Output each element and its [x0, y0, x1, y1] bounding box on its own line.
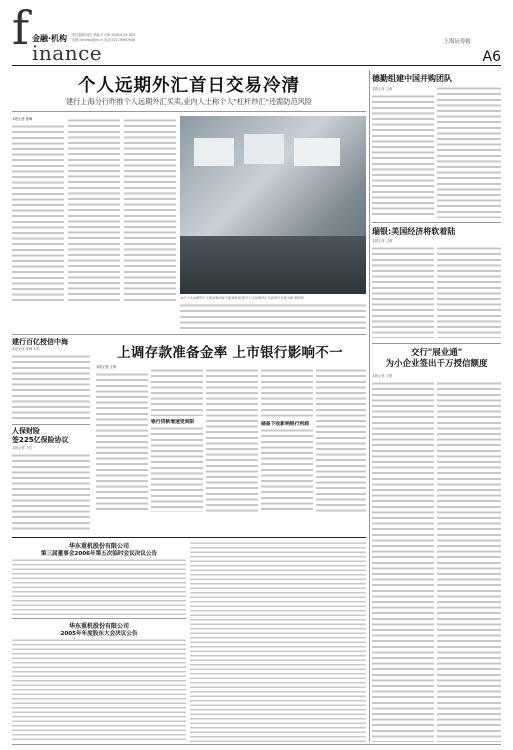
notice1-title: 第三届董事会2006年第五次临时会议决议公告	[40, 551, 158, 557]
masthead-section: 金融·机构	[32, 34, 68, 43]
page-number: A6	[482, 49, 501, 65]
side2-byline: 本报记者 卢佳	[12, 446, 33, 450]
side1-byline: 本报记者 夏峰 朱绍	[12, 347, 40, 351]
photo-counter	[180, 236, 366, 294]
lead-column-1	[12, 124, 64, 304]
side-divider	[12, 424, 90, 425]
feature-col-4	[261, 368, 313, 418]
right-column-divider	[369, 70, 370, 742]
masthead-big-letter: f	[12, 1, 30, 55]
side1-body	[12, 354, 90, 422]
lead-column-3	[124, 118, 176, 200]
feature-col-2	[151, 368, 203, 416]
feature-col-2b	[151, 426, 203, 512]
lead-subhead: 建行上海分行昨推个人远期外汇买卖,业内人士称个人"杠杆炒汇"还需防范风险	[65, 97, 313, 106]
notice-right-body	[190, 541, 366, 742]
lead-photo-caption: 由于个人远期外汇买卖业务尚处于起步阶段,建行个人远期外汇买卖首日交易冷清 资料图	[180, 296, 304, 300]
photo-screen-2	[244, 134, 284, 164]
right1-headline: 德勤组建中国并购团队	[372, 74, 452, 83]
right3-headline: 交行"展业通" 为小企业签出千万授信额度	[385, 348, 488, 369]
lead-lower-columns	[180, 303, 366, 329]
right1-body-b	[437, 86, 501, 218]
notice1-company: 华东重机股份有限公司	[68, 543, 129, 550]
lead-bottom-rule	[12, 334, 366, 335]
right2-body-a	[372, 246, 434, 338]
right3-body-b	[437, 381, 501, 742]
feature-col-4b	[261, 428, 313, 512]
feature-headline: 上调存款准备金率 上市银行影响不一	[117, 345, 343, 361]
notice1-body	[12, 558, 186, 616]
right-divider-2	[372, 343, 501, 344]
masthead-logo: 上海证券报	[443, 39, 471, 45]
lead-byline: 本报记者 夏峰	[12, 117, 33, 121]
right2-body-b	[437, 246, 501, 338]
right2-headline: 瑞银:美国经济将软着陆	[372, 227, 456, 236]
notices-top-rule	[12, 537, 366, 538]
lead-column-2	[68, 118, 120, 304]
side1-headline: 建行百亿授信中海	[12, 338, 68, 346]
notice2-company: 华东重机股份有限公司	[68, 623, 129, 630]
masthead-email: 电邮:fcjnews@ce.cn 电话:021-38967648	[72, 38, 136, 42]
right3-body-a	[372, 381, 434, 742]
right1-byline: 本报记者 卫康	[372, 87, 393, 91]
feature-col-5	[316, 368, 366, 512]
right1-body-a	[372, 94, 434, 218]
side2-body	[12, 453, 90, 533]
right2-byline: 本报记者 卫康	[372, 239, 393, 243]
feature-col-1	[96, 372, 148, 512]
lead-photo	[180, 116, 366, 294]
masthead-rule	[12, 65, 501, 66]
lead-sub-rule	[12, 111, 366, 112]
side2-headline: 人保财险 签225亿保险协议	[12, 427, 69, 444]
feature-col-3	[206, 368, 258, 512]
masthead-word: inance	[32, 41, 103, 65]
notice2-title: 2005年年度股东大会决议公告	[60, 631, 138, 637]
right-divider-1	[372, 222, 501, 223]
feature-subhead-1: 银行贷款增速受到限	[151, 420, 195, 425]
photo-screen-3	[294, 138, 340, 166]
photo-screen-1	[194, 138, 234, 166]
lead-column-4	[124, 202, 176, 304]
feature-byline: 本报记者 王明	[96, 365, 117, 369]
notice-divider	[12, 618, 186, 619]
page-bottom-rule	[12, 744, 501, 745]
notice2-body	[12, 638, 186, 742]
right3-byline: 本报记者 卫康	[372, 374, 393, 378]
masthead	[12, 1, 505, 65]
feature-subhead-2: 储备下收影响银行利润	[261, 422, 309, 427]
masthead-meta: 责任编辑:林岳 美编:方可涛 2006.6.29 周四	[72, 33, 135, 37]
lead-headline: 个人远期外汇首日交易冷清	[78, 76, 300, 96]
